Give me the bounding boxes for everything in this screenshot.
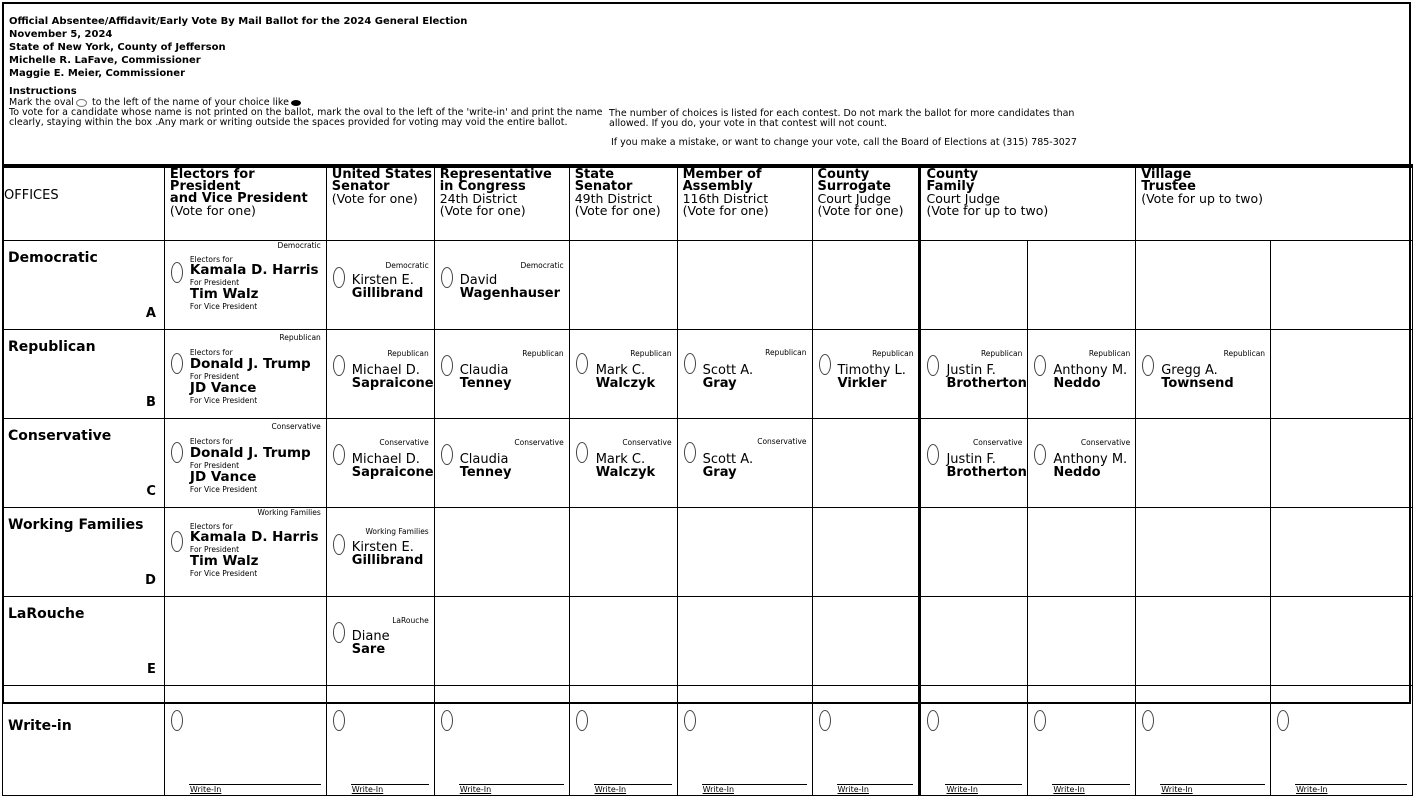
candidate-last: Sare [351, 642, 386, 657]
write-in-label: Write-In [837, 785, 869, 794]
vote-oval[interactable] [333, 534, 345, 555]
write-in-cell[interactable] [812, 686, 920, 796]
party-row-democratic [3, 241, 1413, 330]
vote-oval[interactable] [1142, 355, 1154, 376]
empty-cell [1136, 508, 1271, 597]
write-in-label: Write-In [1296, 785, 1328, 794]
party-name: Democratic A [3, 241, 165, 330]
candidate-cell-congress-rep[interactable] [434, 330, 569, 419]
party-tag: Republican [1088, 349, 1131, 358]
write-in-label: Write-In [702, 785, 735, 794]
party-tag: Working Families [365, 527, 429, 536]
write-in-cell[interactable] [1136, 686, 1271, 796]
candidate-first: Kirsten E. [351, 540, 414, 555]
candidate-cell-congress-con[interactable] [434, 419, 569, 508]
contest-congress: Representative in Congress 24th District (Vote for one) [434, 168, 569, 241]
candidate-first: Kirsten E. [351, 273, 414, 288]
vote-oval[interactable] [441, 355, 453, 376]
vote-oval[interactable] [684, 442, 696, 463]
for-vp-label: For Vice President [189, 302, 258, 311]
vote-oval[interactable] [1034, 355, 1046, 376]
party-tag: Republican [630, 349, 672, 358]
electors-for-label: Electors for [189, 348, 233, 357]
vote-oval[interactable] [171, 442, 183, 463]
vote-oval[interactable] [171, 710, 183, 731]
candidate-last: Wagenhauser [459, 286, 560, 301]
party-tag: Democratic [277, 241, 321, 250]
candidate-last: Brotherton [946, 376, 1027, 391]
president-name: Donald J. Trump [189, 356, 311, 372]
write-in-cell[interactable] [1271, 686, 1413, 796]
candidate-cell-senator-rep[interactable] [326, 330, 434, 419]
party-name: Republican B [3, 330, 165, 419]
write-in-cell[interactable] [1028, 686, 1136, 796]
candidate-cell-assembly-con[interactable] [677, 419, 812, 508]
candidate-first: Scott A. [702, 363, 754, 378]
ballot-grid [2, 167, 1413, 796]
candidate-first: Anthony M. [1053, 452, 1128, 467]
vp-name: JD Vance [189, 380, 257, 396]
vote-oval[interactable] [1034, 710, 1046, 731]
candidate-first: Michael D. [351, 452, 420, 467]
commissioner-2: Maggie E. Meier, Commissioner [9, 68, 186, 79]
candidate-last: Gray [702, 376, 737, 391]
vote-oval[interactable] [333, 710, 345, 731]
party-tag: Republican [279, 333, 321, 342]
instr-choices-1: The number of choices is listed for each contest. Do not mark the ballot for more candidates than [609, 108, 1075, 119]
candidate-cell-congress-dem[interactable] [434, 241, 569, 330]
vote-oval[interactable] [819, 710, 831, 731]
candidate-first: Anthony M. [1053, 363, 1128, 378]
ballot-title: Official Absentee/Affidavit/Early Vote By Mail Ballot for the 2024 General Election [9, 16, 468, 27]
candidate-last: Neddo [1053, 376, 1101, 391]
instructions-right [609, 109, 1079, 129]
empty-cell [569, 508, 677, 597]
empty-cell [164, 597, 326, 686]
candidate-last: Walczyk [595, 465, 656, 480]
candidate-first: Timothy L. [837, 363, 906, 378]
party-tag: Conservative [757, 437, 807, 446]
empty-cell [1028, 597, 1136, 686]
candidate-cell-family-court-1-rep[interactable] [920, 330, 1028, 419]
for-president-label: For President [189, 278, 240, 287]
vote-oval[interactable] [927, 710, 939, 731]
empty-cell [1136, 597, 1271, 686]
party-letter: E [147, 662, 156, 677]
electors-for-label: Electors for [189, 437, 233, 446]
vote-oval[interactable] [1277, 710, 1289, 731]
candidate-first: Mark C. [595, 452, 646, 467]
vote-oval[interactable] [819, 354, 831, 375]
empty-cell [434, 597, 569, 686]
empty-cell [677, 597, 812, 686]
party-tag: Conservative [622, 438, 672, 447]
party-letter: B [146, 395, 156, 410]
party-name: Conservative C [3, 419, 165, 508]
candidate-cell-president-wf[interactable] [164, 508, 326, 597]
candidate-first: David [459, 273, 498, 288]
empty-cell [920, 241, 1028, 330]
vote-oval[interactable] [927, 444, 939, 465]
vote-oval[interactable] [684, 353, 696, 374]
empty-cell [569, 597, 677, 686]
for-vp-label: For Vice President [189, 396, 258, 405]
party-row-republican [3, 330, 1413, 419]
electors-for-label: Electors for [189, 522, 233, 531]
party-letter: A [145, 306, 156, 321]
write-in-label: Write-In [351, 785, 384, 794]
for-president-label: For President [189, 461, 240, 470]
empty-cell [1271, 330, 1413, 419]
empty-cell [434, 508, 569, 597]
empty-cell [1028, 508, 1136, 597]
party-tag: Democratic [385, 261, 429, 270]
for-president-label: For President [189, 372, 240, 381]
write-in-row [3, 686, 1413, 796]
empty-cell [1271, 508, 1413, 597]
candidate-cell-surrogate-rep[interactable] [812, 330, 920, 419]
candidate-cell-president-dem[interactable] [164, 241, 326, 330]
vote-oval[interactable] [576, 710, 588, 731]
party-tag: Republican [387, 349, 429, 358]
empty-oval-icon [76, 99, 87, 107]
write-in-cell[interactable] [569, 686, 677, 796]
candidate-cell-senator-wf[interactable] [326, 508, 434, 597]
party-name: Working Families D [3, 508, 165, 597]
candidate-last: Sapraicone [351, 376, 434, 391]
party-tag: Republican [872, 349, 914, 358]
vp-name: Tim Walz [189, 553, 259, 569]
write-in-cell[interactable] [677, 686, 812, 796]
contest-surrogate: County Surrogate Court Judge (Vote for one) [812, 168, 920, 241]
offices-label: OFFICES [3, 168, 165, 241]
candidate-first: Michael D. [351, 363, 420, 378]
candidate-first: Claudia [459, 452, 509, 467]
write-in-cell[interactable] [920, 686, 1028, 796]
candidate-last: Sapraicone [351, 465, 434, 480]
vote-oval[interactable] [171, 531, 183, 552]
party-name: LaRouche E [3, 597, 165, 686]
candidate-last: Walczyk [595, 376, 656, 391]
instr-writein-2: clearly, staying within the box .Any mark or writing outside the spaces provided for voting may void the entire ballot. [9, 117, 568, 128]
write-in-label: Write-In [459, 785, 492, 794]
instr-choices-2: allowed. If you do, your vote in that contest will not count. [609, 118, 887, 129]
president-name: Donald J. Trump [189, 445, 311, 461]
candidate-cell-senator-dem[interactable] [326, 241, 434, 330]
party-tag: Conservative [271, 422, 321, 431]
candidate-last: Tenney [459, 376, 512, 391]
candidate-first: Justin F. [946, 452, 996, 467]
party-row-conservative [3, 419, 1413, 508]
empty-cell [812, 508, 920, 597]
instructions-left [9, 98, 609, 128]
candidate-cell-president-rep[interactable] [164, 330, 326, 419]
empty-cell [812, 419, 920, 508]
write-in-label: Write-In [946, 785, 978, 794]
candidate-last: Brotherton [946, 465, 1027, 480]
empty-cell [677, 508, 812, 597]
contest-header-row [3, 168, 1413, 241]
empty-cell [920, 508, 1028, 597]
candidate-cell-state-senator-rep[interactable] [569, 330, 677, 419]
write-in-cell[interactable] [164, 686, 326, 796]
empty-cell [1136, 241, 1271, 330]
vote-oval[interactable] [171, 262, 183, 283]
vote-oval[interactable] [576, 442, 588, 463]
party-tag: Republican [522, 349, 564, 358]
instr-writein-1: To vote for a candidate whose name is not printed on the ballot, mark the oval to the left of the 'write-in' and print the name [9, 107, 603, 118]
vote-oval[interactable] [1142, 710, 1154, 731]
instr-mark-b: to the left of the name of your choice like [91, 97, 289, 108]
write-in-label: Write-In [1161, 785, 1193, 794]
empty-cell [1271, 419, 1413, 508]
party-tag: Conservative [973, 438, 1023, 447]
empty-cell [812, 597, 920, 686]
contest-state-senator: State Senator 49th District (Vote for one) [569, 168, 677, 241]
instr-mark-a: Mark the oval [9, 97, 74, 108]
write-in-cell[interactable] [326, 686, 434, 796]
president-name: Kamala D. Harris [189, 262, 319, 278]
vote-oval[interactable] [927, 355, 939, 376]
vote-oval[interactable] [333, 444, 345, 465]
write-in-row-label: Write-in [3, 686, 165, 796]
ballot-header [9, 15, 467, 80]
candidate-first: Justin F. [946, 363, 996, 378]
empty-cell [1271, 241, 1413, 330]
candidate-first: Claudia [459, 363, 509, 378]
contest-village-trustee: Village Trustee (Vote for up to two) [1136, 168, 1413, 241]
election-date: November 5, 2024 [9, 29, 113, 40]
contest-president: Electors for President and Vice President (Vote for one) [164, 168, 326, 241]
write-in-label: Write-In [594, 785, 627, 794]
party-row-larouche [3, 597, 1413, 686]
write-in-label: Write-In [189, 785, 222, 794]
president-name: Kamala D. Harris [189, 529, 319, 545]
vote-oval[interactable] [1034, 444, 1046, 465]
for-vp-label: For Vice President [189, 485, 258, 494]
candidate-last: Virkler [837, 376, 887, 391]
vote-oval[interactable] [441, 444, 453, 465]
vote-oval[interactable] [684, 710, 696, 731]
candidate-first: Mark C. [595, 363, 646, 378]
party-row-working-families [3, 508, 1413, 597]
candidate-cell-state-senator-con[interactable] [569, 419, 677, 508]
candidate-cell-senator-larouche[interactable] [326, 597, 434, 686]
vote-oval[interactable] [441, 710, 453, 731]
candidate-first: Scott A. [702, 452, 754, 467]
candidate-last: Gray [702, 465, 737, 480]
empty-cell [812, 241, 920, 330]
candidate-first: Diane [351, 629, 390, 644]
candidate-cell-senator-con[interactable] [326, 419, 434, 508]
candidate-last: Gillibrand [351, 286, 424, 301]
party-letter: D [145, 573, 156, 588]
vp-name: JD Vance [189, 469, 257, 485]
candidate-first: Gregg A. [1161, 363, 1218, 378]
jurisdiction: State of New York, County of Jefferson [9, 42, 226, 53]
contest-assembly: Member of Assembly 116th District (Vote for one) [677, 168, 812, 241]
electors-for-label: Electors for [189, 255, 233, 264]
empty-cell [920, 597, 1028, 686]
vote-oval[interactable] [576, 353, 588, 374]
candidate-cell-family-court-1-con[interactable] [920, 419, 1028, 508]
for-vp-label: For Vice President [189, 569, 258, 578]
instructions-title: Instructions [9, 86, 77, 97]
for-president-label: For President [189, 545, 240, 554]
instr-mistake: If you make a mistake, or want to change your vote, call the Board of Elections at (315) 785-3027 [611, 137, 1077, 148]
vote-oval[interactable] [333, 267, 345, 288]
vote-oval[interactable] [333, 355, 345, 376]
party-tag: Conservative [1080, 438, 1131, 447]
candidate-cell-president-con[interactable] [164, 419, 326, 508]
contest-us-senator: United States Senator (Vote for one) [326, 168, 434, 241]
party-tag: LaRouche [392, 616, 429, 625]
filled-oval-icon [291, 100, 301, 106]
party-tag: Republican [765, 348, 807, 357]
candidate-cell-family-court-2-con[interactable] [1028, 419, 1136, 508]
candidate-last: Neddo [1053, 465, 1101, 480]
party-tag: Working Families [257, 508, 321, 517]
vote-oval[interactable] [171, 353, 183, 374]
candidate-cell-village-trustee-rep[interactable] [1136, 330, 1271, 419]
empty-cell [1028, 241, 1136, 330]
vote-oval[interactable] [441, 267, 453, 288]
party-tag: Democratic [520, 261, 564, 270]
party-tag: Conservative [514, 438, 564, 447]
candidate-cell-family-court-2-rep[interactable] [1028, 330, 1136, 419]
candidate-last: Townsend [1161, 376, 1234, 391]
commissioner-1: Michelle R. LaFave, Commissioner [9, 55, 201, 66]
party-letter: C [146, 484, 156, 499]
empty-cell [569, 241, 677, 330]
candidate-last: Gillibrand [351, 553, 424, 568]
write-in-cell[interactable] [434, 686, 569, 796]
contest-family-court: County Family Court Judge (Vote for up to two) [920, 168, 1136, 241]
party-tag: Republican [1223, 349, 1266, 358]
candidate-last: Tenney [459, 465, 512, 480]
empty-cell [1271, 597, 1413, 686]
empty-cell [677, 241, 812, 330]
candidate-cell-assembly-rep[interactable] [677, 330, 812, 419]
party-tag: Republican [980, 349, 1023, 358]
vp-name: Tim Walz [189, 286, 259, 302]
empty-cell [1136, 419, 1271, 508]
vote-oval[interactable] [333, 622, 345, 643]
party-tag: Conservative [379, 438, 429, 447]
write-in-label: Write-In [1053, 785, 1085, 794]
